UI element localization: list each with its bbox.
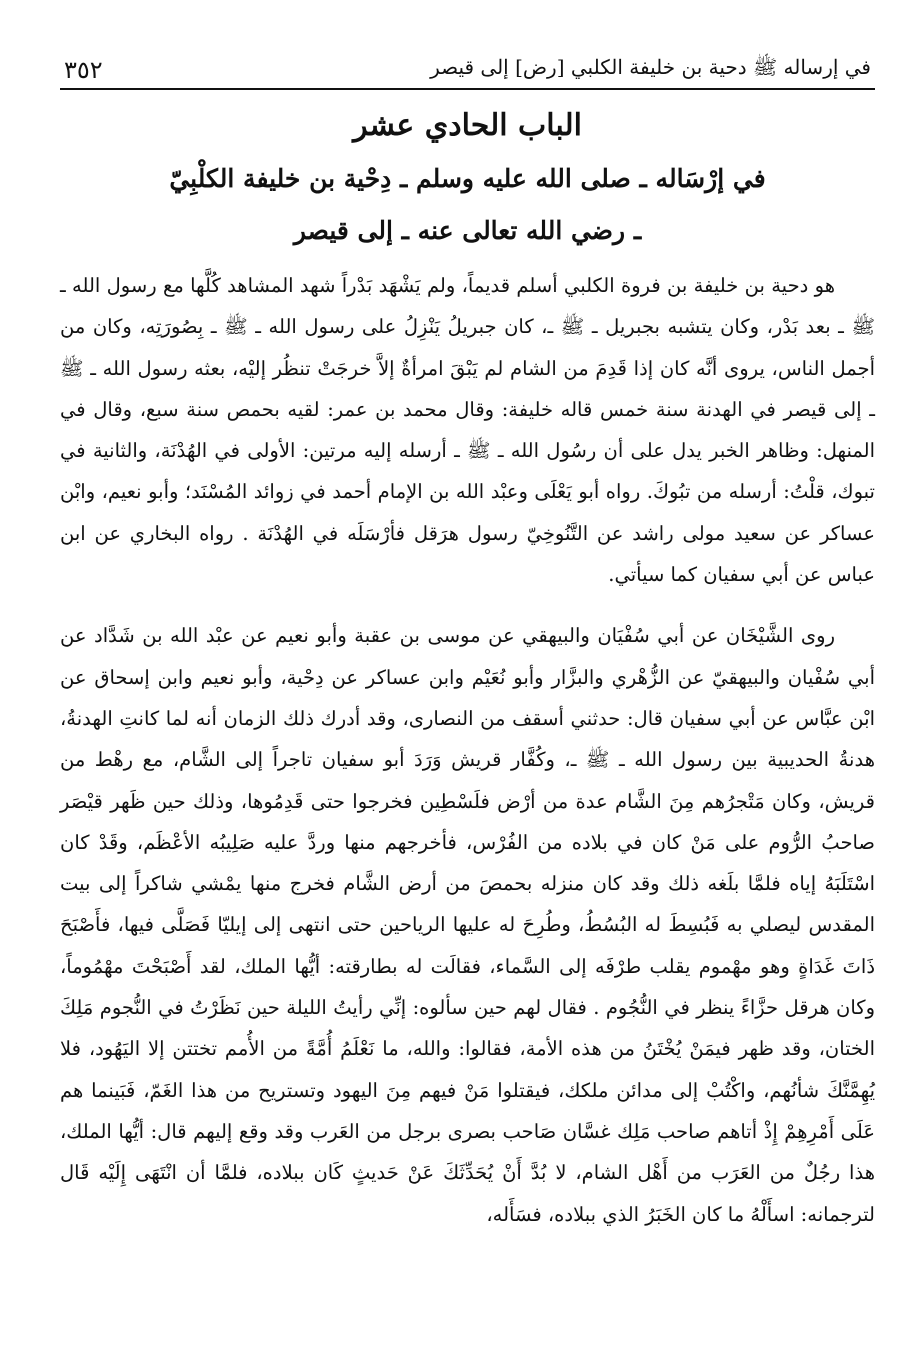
chapter-title: الباب الحادي عشر <box>353 108 582 143</box>
body-paragraph-1: هو دحية بن خليفة بن فروة الكلبي أسلم قديماً، ولم يَشْهَد بَدْراً شهد المشاهد كُلَّها مع رسول الله ـ ﷺ ـ بعد بَدْر، وكان يتشبه بجبريل ـ ﷺ ـ، كان جبريلُ يَنْزِلُ على رسول الله ـ ﷺ ـ بِصُورَتِه، وكان من أجمل الناس، يروى أنَّه كان إذا قَدِمَ من الشام لم يَبْقَ امرأةٌ إلاَّ خرجَتْ تنظُر إليْه، بعثه رسول الله ـ ﷺ ـ إلى قيصر في الهدنة سنة خمس قاله خليفة: وقال محمد بن عمر: لقيه بحمص سنة سبع، وقال في المنهل: وظاهر الخبر يدل على أن رسُول الله ـ ﷺ ـ أرسله إليه مرتين: الأولى في الهُدْنَة، والثانية في تبوك، قلْتُ: أرسله من تبُوكَ. رواه أبو يَعْلَى وعبْد الله بن الإمام أحمد في زوائد المُسْنَد؛ وأبو نعيم، وابْن عساكر عن سعيد مولى راشد عن التَّنُوخِيّ رسول هرَقل فأرْسَلَه في الهُدْنَة . رواه البخاري عن ابن عباس عن أبي سفيان كما سيأتي. <box>60 274 875 587</box>
paragraph-spacer <box>60 595 875 615</box>
header-rule <box>60 88 875 90</box>
chapter-subtitle-line1: في إرْسَاله ـ صلى الله عليه وسلم ـ دِحْية بن خليفة الكلْبِيّ <box>169 164 766 193</box>
book-page <box>60 48 875 1235</box>
running-title: في إرساله ﷺ دحية بن خليفة الكلبي [رض] إلى قيصر <box>430 55 871 79</box>
page-number: ٣٥٢ <box>64 56 103 84</box>
running-header <box>60 48 875 84</box>
body-paragraph-2: روى الشَّيْخَان عن أبي سُفْيَان والبيهقي عن موسى بن عقبة وأبو نعيم عن عبْد الله بن شَدَّاد عن أبي سُفْيان والبيهقيّ عن الزُّهْري والبزَّار وأبو نُعَيْم وابن عساكر عن دِحْية، وأبو نعيم وابن إسحاق عن ابْن عبَّاس عن أبي سفيان قال: حدثني أسقف من النصارى، وقد أدرك ذلك الزمان أنه لما كانتِ الهدنةُ، هدنةُ الحديبية بين رسول الله ـ ﷺ ـ، وكُفَّار قريش وَرَدَ أبو سفيان تاجراً إلى الشَّام، مع رهْط من قريش، وكان مَتْجرُهم مِنَ الشَّام عدة من أرْض فلَسْطِين فخرجوا حتى قَدِمُوها، وذلك حين ظَهر قيْصَر صاحبُ الرُّوم على مَنْ كان في بلاده من الفُرْس، فأخرجهم منها وردَّ عليه صَلِيبُه الأعْظَم، وقَدْ كان اسْتَلَبَهُ إياه فلمَّا بلَغه ذلك وقد كان منزله بحمصَ من أرض الشَّام فخرج منها يمْشي شاكراً إلى بيت المقدس ليصلي به فَبُسِطَ له البُسُطُ، وطُرِحَ له عليها الرياحين حتى انتهى إلى إيليّا فَصَلَّى فيها، فأَصْبَحَ ذَاتَ غَدَاةٍ وهو مهْموم يقلب طرْفَه إلى السَّماء، فقالَت له بطارقته: أيُّها الملك، لقد أَصْبَحْتَ مهْمُوماً، وكان هرقل حزَّاءً ينظر في النُّجُوم . فقال لهم حين سألوه: إنِّي رأيتُ الليلة حين نَظَرْتُ في النُّجوم مَلِكَ الختان، وقد ظهر فيمَنْ يُخْتَنُ من هذه الأمة، فقالوا: والله، ما نَعْلَمُ أُمَّةً من الأُمم تختتن إلا اليَهُود، فلا يُهِمَّنَّكَ شأنُهم، واكْتُبْ إلى مدائن ملكك، فيقتلوا مَنْ فيهم مِنَ اليهود وتستريح من هذا الغَمّ، فَبَينما هم عَلَى أَمْرِهِمْ إِذْ أتاهم صاحب مَلِك غسَّان صَاحب بصرى برجل من العَرب وقد وقع إليهم قال: أيُّها الملك، هذا رجُلٌ من العَرَب من أَهْل الشام، لا بُدَّ أَنْ يُحَدِّثَكَ عَنْ حَديثٍ كَان ببلاده، فلمَّا أن انْتَهَى إِلَيْه قَال لترجمانه: اسأَلْهُ ما كان الخَبَرُ الذي ببلاده، فسَأَله، <box>60 624 876 1226</box>
chapter-subtitle-line2: ـ رضي الله تعالى عنه ـ إلى قيصر <box>293 216 642 245</box>
